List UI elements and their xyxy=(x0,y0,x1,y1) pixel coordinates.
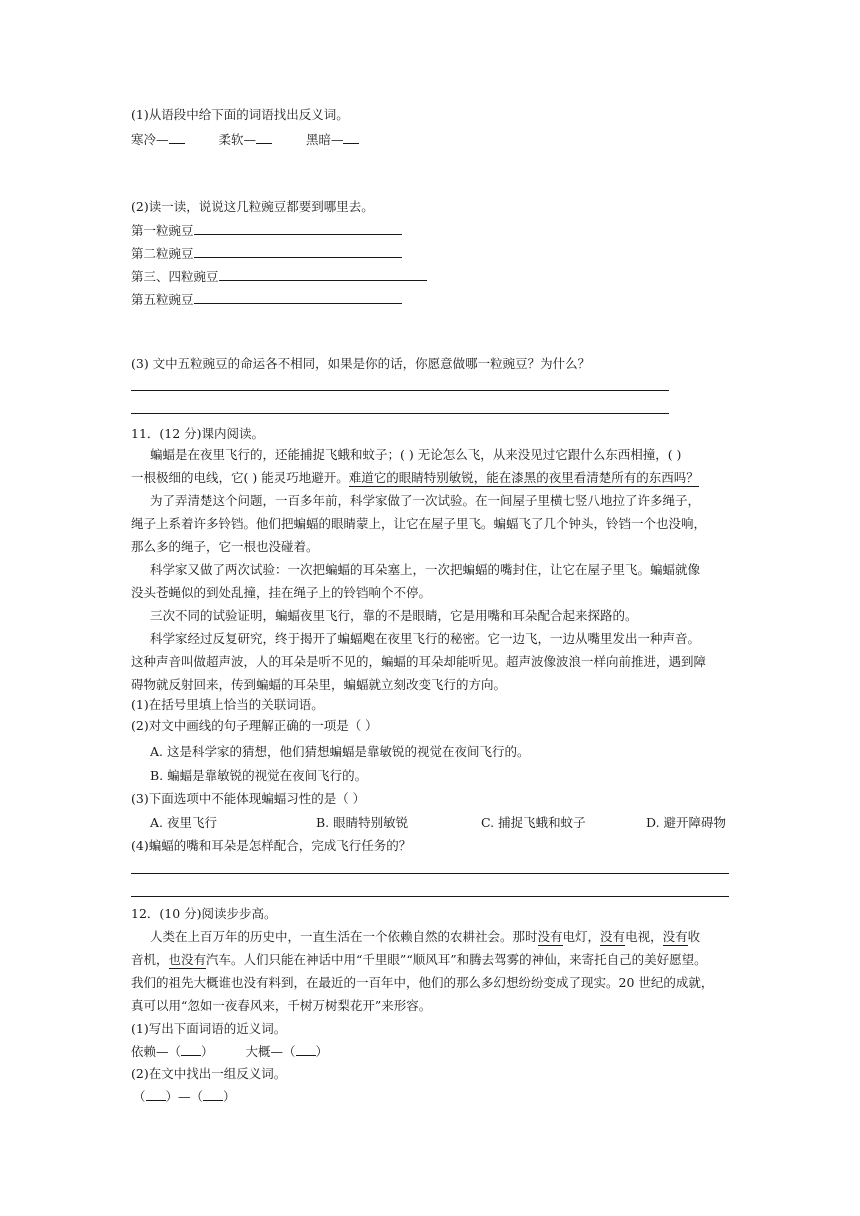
answer-blank[interactable] xyxy=(203,1088,223,1101)
q12-s1-words xyxy=(131,1043,328,1060)
answer-blank[interactable] xyxy=(343,131,359,144)
answer-blank[interactable] xyxy=(181,1043,201,1056)
q11-para5-line3: 碍物就反射回来，传到蝙蝠的耳朵里，蝙蝠就立刻改变飞行的方向。 xyxy=(131,677,507,692)
q12-text: 电灯， xyxy=(562,929,601,944)
answer-line[interactable] xyxy=(131,413,669,414)
q11-s2: (2)对文中画线的句子理解正确的一项是（ ） xyxy=(131,718,378,733)
answer-blank[interactable] xyxy=(219,268,427,281)
underlined-word: 也没有 xyxy=(168,952,207,967)
answer-blank[interactable] xyxy=(169,131,185,144)
underlined-word: 没有 xyxy=(600,929,626,944)
q12-para-line3: 我们的祖先大概谁也没有料到，在最近的一百年中，他们的那么多幻想纷纷变成了现实。20 世纪的成就， xyxy=(131,975,714,990)
answer-line[interactable] xyxy=(131,873,729,874)
q11-para1-line1: 蝙蝠是在夜里飞行的，还能捕捉飞蛾和蚊子；( ) 无论怎么飞，从来没见过它跟什么东西相撞，( ) xyxy=(150,447,682,462)
answer-blank[interactable] xyxy=(256,131,272,144)
q11-para1-text: 一根极细的电线，它( ) 能灵巧地避开。 xyxy=(131,470,349,485)
q10-s2-line2-label: 第二粒豌豆 xyxy=(131,246,194,261)
q10-s1-word3: 黑暗— xyxy=(305,132,344,147)
q11-s3-option-a[interactable]: A. 夜里飞行 xyxy=(150,815,217,830)
q10-s1-word1: 寒冷— xyxy=(131,132,169,147)
q11-s1: (1)在括号里填上恰当的关联词语。 xyxy=(131,697,324,712)
q11-heading: 11．(12 分)课内阅读。 xyxy=(131,426,265,441)
q11-s4: (4)蝙蝠的嘴和耳朵是怎样配合，完成飞行任务的？ xyxy=(131,838,412,853)
q10-s2-line4-label: 第五粒豌豆 xyxy=(131,292,194,307)
q12-s2-answer xyxy=(133,1088,236,1105)
q12-para-line4: 真可以用“忽如一夜春风来，千树万树梨花开”来形容。 xyxy=(131,998,432,1013)
answer-line[interactable] xyxy=(131,390,669,391)
q12-heading: 12．(10 分)阅读步步高。 xyxy=(131,906,277,921)
q11-s3: (3)下面选项中不能体现蝙蝠习性的是（ ） xyxy=(131,791,366,806)
q11-para5-line2: 这种声音叫做超声波，人的耳朵是听不见的，蝙蝠的耳朵却能听见。超声波像波浪一样向前推进，遇到障 xyxy=(131,654,707,669)
q11-para3-line1: 科学家又做了两次试验：一次把蝙蝠的耳朵塞上，一次把蝙蝠的嘴封住，让它在屋子里飞。蝙蝠就像 xyxy=(150,562,701,577)
q11-para2-line1: 为了弄清楚这个问题，一百多年前，科学家做了一次试验。在一间屋子里横七竖八地拉了许多绳子， xyxy=(150,493,701,508)
q10-s2-line3-label: 第三、四粒豌豆 xyxy=(131,269,219,284)
q10-s1-words xyxy=(131,131,359,148)
q12-text: 汽车。人们只能在神话中用“千里眼”“顺风耳”和腾去驾雾的神仙，来寄托自己的美好愿望。 xyxy=(206,952,707,967)
answer-blank[interactable] xyxy=(194,245,402,258)
q11-s2-option-b[interactable]: B. 蝙蝠是靠敏锐的视觉在夜间飞行的。 xyxy=(150,768,368,783)
q11-para1-line2 xyxy=(131,470,699,487)
q12-s2: (2)在文中找出一组反义词。 xyxy=(131,1066,287,1081)
q12-s2-paren: ） xyxy=(223,1089,236,1104)
q11-s3-option-d[interactable]: D. 避开障碍物 xyxy=(646,815,727,830)
q10-s2-line1 xyxy=(131,222,402,239)
q12-s2-paren: （ xyxy=(133,1089,146,1104)
q10-s2-line3 xyxy=(131,268,427,285)
q10-s2-prompt: (2)读一读，说说这几粒豌豆都要到哪里去。 xyxy=(131,199,374,214)
q11-para4: 三次不同的试验证明，蝙蝠夜里飞行，靠的不是眼睛，它是用嘴和耳朵配合起来探路的。 xyxy=(150,608,638,623)
q11-s3-option-c[interactable]: C. 捕捉飞蛾和蚊子 xyxy=(481,815,586,830)
q11-para3-line2: 没头苍蝇似的到处乱撞，挂在绳子上的铃铛响个不停。 xyxy=(131,585,432,600)
q12-s1-paren: ） xyxy=(201,1044,214,1059)
answer-blank[interactable] xyxy=(296,1043,316,1056)
answer-blank[interactable] xyxy=(194,291,402,304)
q10-s1-word2: 柔软— xyxy=(218,132,256,147)
underlined-word: 没有 xyxy=(537,929,563,944)
q11-para2-line3: 那么多的绳子，它一根也没碰着。 xyxy=(131,539,319,554)
answer-line[interactable] xyxy=(131,896,729,897)
q12-text: 收 xyxy=(687,929,701,944)
q12-s1-word2: 大概—（ xyxy=(245,1044,296,1059)
q11-s2-option-a[interactable]: A. 这是科学家的猜想，他们猜想蝙蝠是靠敏锐的视觉在夜间飞行的。 xyxy=(150,744,530,759)
q10-s3-prompt: (3) 文中五粒豌豆的命运各不相同，如果是你的话，你愿意做哪一粒豌豆？为什么？ xyxy=(131,356,591,371)
q11-s3-option-b[interactable]: B. 眼睛特别敏锐 xyxy=(316,815,409,830)
q12-s1: (1)写出下面词语的近义词。 xyxy=(131,1021,287,1036)
q12-s1-word1: 依赖—（ xyxy=(131,1044,182,1059)
underlined-sentence: 难道它的眼睛特别敏锐，能在漆黑的夜里看清楚所有的东西吗？ xyxy=(348,470,699,485)
q11-para5-line1: 科学家经过反复研究，终于揭开了蝙蝠飑在夜里飞行的秘密。它一边飞，一边从嘴里发出一种声音。 xyxy=(150,631,701,646)
q10-s2-line1-label: 第一粒豌豆 xyxy=(131,223,194,238)
q10-s1-prompt: (1)从语段中给下面的词语找出反义词。 xyxy=(131,107,349,122)
q10-s2-line4 xyxy=(131,291,402,308)
answer-blank[interactable] xyxy=(146,1088,166,1101)
underlined-word: 没有 xyxy=(662,929,688,944)
answer-blank[interactable] xyxy=(194,222,402,235)
q12-text: 音机， xyxy=(131,952,169,967)
q12-para-line1 xyxy=(150,929,700,946)
q12-s2-dash: ）—（ xyxy=(165,1089,204,1104)
q12-text: 人类在上百万年的历史中，一直生活在一个依赖自然的农耕社会。那时 xyxy=(150,929,538,944)
q12-s1-paren: ） xyxy=(315,1044,329,1059)
q11-para2-line2: 绳子上系着许多铃铛。他们把蝙蝠的眼睛蒙上，让它在屋子里飞。蝙蝠飞了几个钟头，铃铛一个也没响， xyxy=(131,516,707,531)
q12-para-line2 xyxy=(131,952,707,969)
q10-s2-line2 xyxy=(131,245,402,262)
q12-text: 电视， xyxy=(625,929,663,944)
